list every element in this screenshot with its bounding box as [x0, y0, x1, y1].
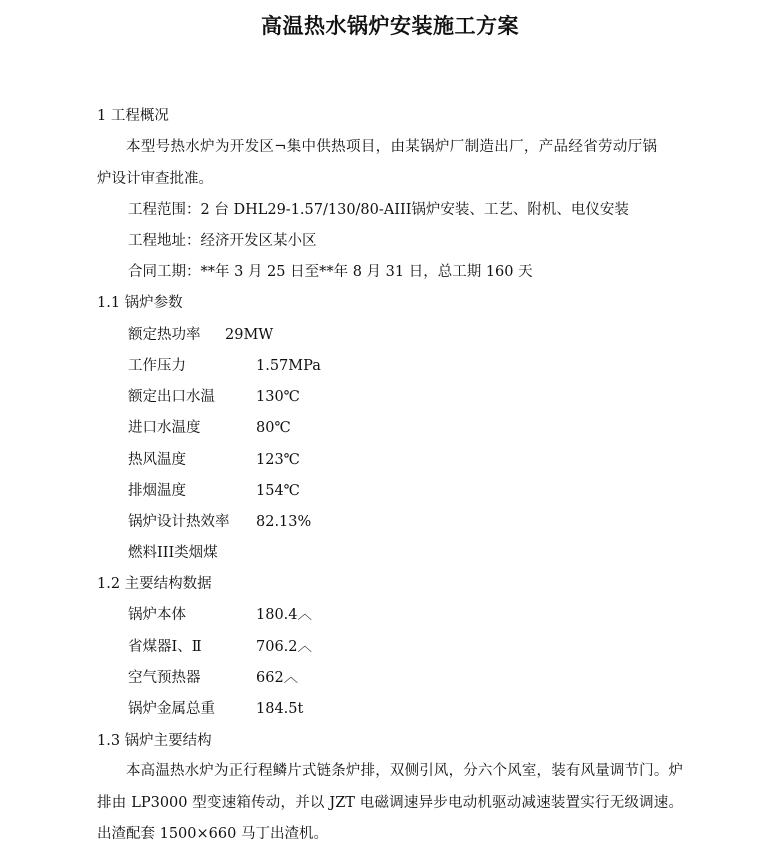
param-key: 排烟温度 [128, 483, 186, 499]
overview-paragraph: 本型号热水炉为开发区¬集中供热项目，由某锅炉厂制造出厂，产品经省劳动厅锅炉设计审查批准。 [97, 139, 657, 187]
document-title: 高温热水锅炉安装施工方案 [261, 14, 519, 38]
param-value: 29MW [225, 327, 274, 343]
param-value: 80℃ [256, 420, 291, 436]
structure-value: 662︿ [256, 670, 299, 686]
section-heading-1: 1 工程概况 [97, 108, 169, 124]
param-value: 130℃ [256, 389, 300, 405]
contract-period: 合同工期：**年 3 月 25 日至**年 8 月 31 日，总工期 160 天 [128, 264, 533, 280]
project-site: 工程地址：经济开发区某小区 [128, 233, 317, 249]
param-value: 82.13% [256, 514, 312, 530]
section-heading-1-1: 1.1 锅炉参数 [97, 295, 183, 311]
fuel-type: 燃料III类烟煤 [128, 545, 218, 561]
param-key: 进口水温度 [128, 420, 201, 436]
structure-key: 省煤器Ⅰ、Ⅱ [128, 639, 202, 655]
param-value: 123℃ [256, 452, 300, 468]
structure-value: 184.5t [256, 701, 304, 717]
structure-value: 180.4︿ [256, 607, 313, 623]
structure-key: 锅炉金属总重 [128, 701, 215, 717]
structure-paragraph: 本高温热水炉为正行程鳞片式链条炉排，双侧引风，分六个风室，装有风量调节门。炉排由 LP3000 型变速箱传动，并以 JZT 电磁调速异步电动机驱动减速装置实行无级调速。出渣配套 1500×660 马丁出渣机。 [97, 763, 683, 842]
param-value: 154℃ [256, 483, 300, 499]
param-key: 额定出口水温 [128, 389, 215, 405]
param-key: 额定热功率 [128, 327, 201, 343]
section-heading-1-3: 1.3 锅炉主要结构 [97, 733, 212, 749]
structure-key: 锅炉本体 [128, 607, 186, 623]
param-key: 工作压力 [128, 358, 186, 374]
param-key: 热风温度 [128, 452, 186, 468]
param-value: 1.57MPa [256, 358, 321, 374]
structure-value: 706.2︿ [256, 639, 313, 655]
structure-key: 空气预热器 [128, 670, 201, 686]
param-key: 锅炉设计热效率 [128, 514, 230, 530]
project-scope: 工程范围：2 台 DHL29-1.57/130/80-AIII锅炉安装、工艺、附机、电仪安装 [128, 202, 629, 218]
section-heading-1-2: 1.2 主要结构数据 [97, 576, 212, 592]
